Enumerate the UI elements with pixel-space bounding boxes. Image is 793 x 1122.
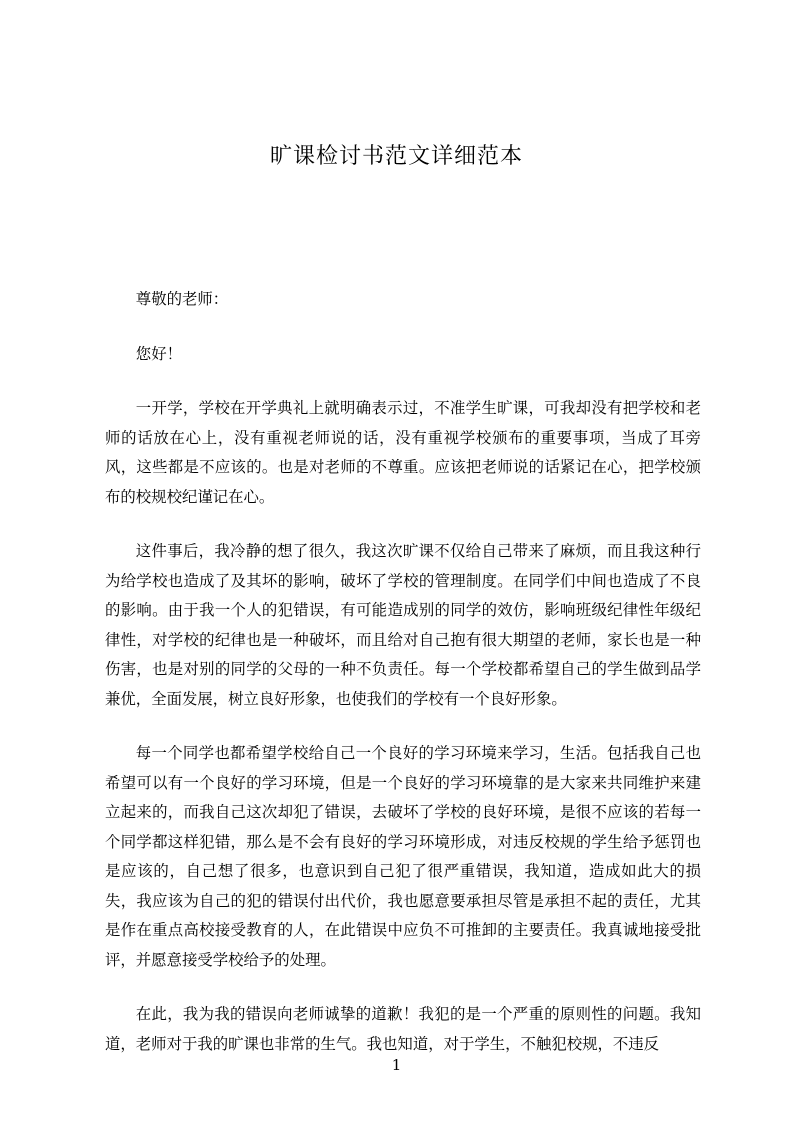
greeting: 您好！ [135,344,182,363]
document-body [105,285,701,1059]
page-number: 1 [391,1056,402,1074]
body-paragraph-4: 在此，我为我的错误向老师诚挚的道歉！我犯的是一个严重的原则性的问题。我知道，老师对于我的旷课也非常的生气。我也知道，对于学生，不触犯校规，不违反 [105,1005,701,1053]
body-paragraph-2: 这件事后，我冷静的想了很久，我这次旷课不仅给自己带来了麻烦，而且我这种行为给学校也造成了及其坏的影响，破坏了学校的管理制度。在同学们中间也造成了不良的影响。由于我一个人的犯错误，有可能造成别的同学的效仿，影响班级纪律性年级纪律性，对学校的纪律也是一种破坏，而且给对自己抱有很大期望的老师，家长也是一种伤害，也是对别的同学的父母的一种不负责任。每一个学校都希望自己的学生做到品学兼优，全面发展，树立良好形象，也使我们的学校有一个良好形象。 [105,542,701,708]
body-paragraph-1: 一开学，学校在开学典礼上就明确表示过，不准学生旷课，可我却没有把学校和老师的话放在心上，没有重视老师说的话，没有重视学校颁布的重要事项，当成了耳旁风，这些都是不应该的。也是对老师的不尊重。应该把老师说的话紧记在心，把学校颁布的校规校纪谨记在心。 [105,399,701,506]
body-paragraph-3: 每一个同学也都希望学校给自己一个良好的学习环境来学习，生活。包括我自己也希望可以有一个良好的学习环境，但是一个良好的学习环境靠的是大家来共同维护来建立起来的，而我自己这次却犯了错误，去破坏了学校的良好环境，是很不应该的若每一个同学都这样犯错，那么是不会有良好的学习环境形成，对违反校规的学生给予惩罚也是应该的，自己想了很多，也意识到自己犯了很严重错误，我知道，造成如此大的损失，我应该为自己的犯的错误付出代价，我也愿意要承担尽管是承担不起的责任，尤其是作在重点高校接受教育的人，在此错误中应负不可推卸的主要责任。我真诚地接受批评，并愿意接受学校给予的处理。 [105,744,701,969]
salutation: 尊敬的老师： [135,290,229,308]
document-title: 旷课检讨书范文详细范本 [269,144,523,169]
